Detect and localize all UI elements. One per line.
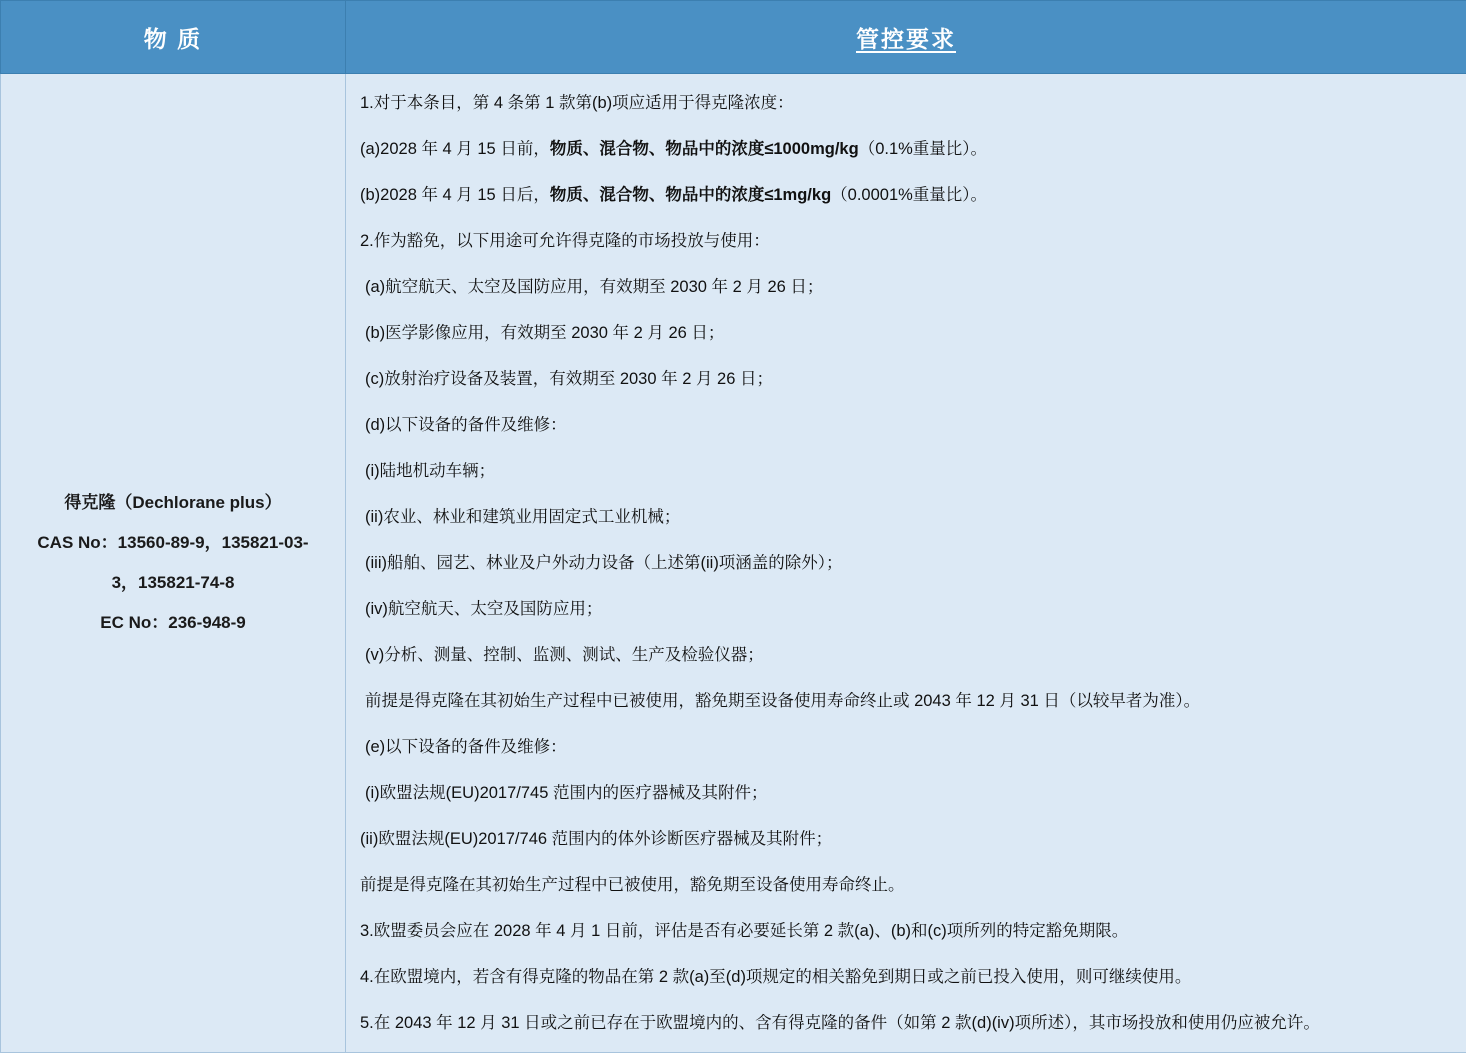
requirement-paragraph <box>360 136 1452 162</box>
paragraph-text: (b)2028 年 4 月 15 日后， <box>360 186 550 204</box>
requirement-paragraph: (i)欧盟法规(EU)2017/745 范围内的医疗器械及其附件； <box>365 784 768 802</box>
requirement-paragraph: 1.对于本条目，第 4 条第 1 款第(b)项应适用于得克隆浓度： <box>360 94 794 112</box>
requirement-paragraph: (iii)船舶、园艺、林业及户外动力设备（上述第(ii)项涵盖的除外）； <box>365 554 843 572</box>
substance-name: 得克隆（Dechlorane plus） <box>64 493 282 512</box>
requirement-paragraph <box>360 182 1452 208</box>
header-requirement <box>346 1 1466 74</box>
requirement-paragraph: 前提是得克隆在其初始生产过程中已被使用，豁免期至设备使用寿命终止或 2043 年 12 月 31 日（以较早者为准）。 <box>365 692 1201 710</box>
requirement-paragraph: (v)分析、测量、控制、监测、测试、生产及检验仪器； <box>365 646 764 664</box>
header-requirement-label: 管控要求 <box>856 25 956 52</box>
requirement-paragraph: (d)以下设备的备件及维修： <box>365 416 567 434</box>
requirement-paragraph: (b)医学影像应用，有效期至 2030 年 2 月 26 日； <box>365 324 725 342</box>
table-row <box>1 74 1466 1053</box>
requirement-paragraph: (i)陆地机动车辆； <box>365 462 496 480</box>
table-header-row <box>1 1 1466 74</box>
header-substance <box>1 1 346 74</box>
requirement-paragraph: 2.作为豁免，以下用途可允许得克隆的市场投放与使用： <box>360 232 770 250</box>
substance-ec: EC No：236-948-9 <box>100 613 246 632</box>
substance-cas-line-2: 3，135821-74-8 <box>111 573 235 592</box>
requirement-paragraph: 5.在 2043 年 12 月 31 日或之前已存在于欧盟境内的、含有得克隆的备件（如第 2 款(d)(iv)项所述），其市场投放和使用仍应被允许。 <box>360 1014 1320 1032</box>
requirement-paragraph: (ii)欧盟法规(EU)2017/746 范围内的体外诊断医疗器械及其附件； <box>360 830 833 848</box>
requirement-paragraph: (ii)农业、林业和建筑业用固定式工业机械； <box>365 508 681 526</box>
paragraph-post: （0.0001%重量比）。 <box>831 186 988 204</box>
requirement-paragraph: 4.在欧盟境内，若含有得克隆的物品在第 2 款(a)至(d)项规定的相关豁免到期日或之前已投入使用，则可继续使用。 <box>360 968 1192 986</box>
requirement-cell <box>346 74 1466 1053</box>
requirement-paragraph: (e)以下设备的备件及维修： <box>365 738 567 756</box>
paragraph-bold: 物质、混合物、物品中的浓度≤1mg/kg <box>549 186 832 204</box>
substance-cas-line-1: CAS No：13560-89-9，135821-03- <box>37 533 309 552</box>
requirement-paragraph: 前提是得克隆在其初始生产过程中已被使用，豁免期至设备使用寿命终止。 <box>360 876 905 894</box>
paragraph-text: (a)2028 年 4 月 15 日前， <box>360 140 550 158</box>
paragraph-bold: 物质、混合物、物品中的浓度≤1000mg/kg <box>549 140 859 158</box>
substance-cell <box>1 74 346 1053</box>
requirement-paragraph: (c)放射治疗设备及装置，有效期至 2030 年 2 月 26 日； <box>365 370 773 388</box>
requirement-paragraph: 3.欧盟委员会应在 2028 年 4 月 1 日前，评估是否有必要延长第 2 款(a)、(b)和(c)项所列的特定豁免期限。 <box>360 922 1129 940</box>
requirement-paragraph: (iv)航空航天、太空及国防应用； <box>365 600 603 618</box>
paragraph-post: （0.1%重量比）。 <box>858 140 988 158</box>
header-substance-label: 物 质 <box>143 25 203 52</box>
requirement-paragraph: (a)航空航天、太空及国防应用，有效期至 2030 年 2 月 26 日； <box>365 278 824 296</box>
